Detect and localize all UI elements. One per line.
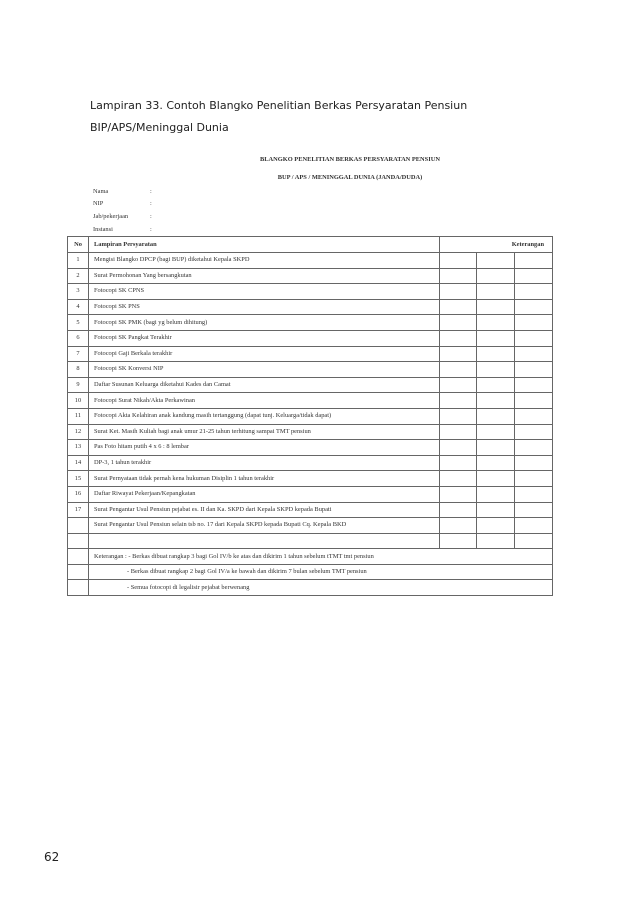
check-cell <box>515 299 553 315</box>
row-number: 17 <box>68 502 89 518</box>
table-row <box>68 362 553 378</box>
requirements-table <box>67 236 553 596</box>
check-cell <box>477 486 515 502</box>
check-cell <box>515 362 553 378</box>
check-cell <box>515 471 553 487</box>
note-row <box>68 580 553 596</box>
row-number: 10 <box>68 393 89 409</box>
header-remark: Keterangan <box>440 237 553 253</box>
field-colon: : <box>150 226 152 233</box>
check-cell <box>477 299 515 315</box>
row-requirement: Surat Ket. Masih Kuliah bagi anak umur 21-25 tahun terhitung sampai TMT pensiun <box>89 424 440 440</box>
field-colon: : <box>150 213 152 220</box>
form-title-line1: BLANGKO PENELITIAN BERKAS PERSYARATAN PENSIUN <box>260 156 440 163</box>
check-cell <box>515 268 553 284</box>
appendix-heading-line1: Lampiran 33. Contoh Blangko Penelitian Berkas Persyaratan Pensiun <box>90 99 468 112</box>
table-row <box>68 455 553 471</box>
row-requirement: Daftar Riwayat Pekerjaan/Kepangkatan <box>89 486 440 502</box>
note-row <box>68 549 553 565</box>
check-cell <box>440 299 477 315</box>
note-text: - Semua fotocopi di legalisir pejabat berwenang <box>89 580 553 596</box>
field-jabatan <box>93 213 152 220</box>
table-row <box>68 440 553 456</box>
check-cell <box>477 346 515 362</box>
table-body <box>68 253 553 596</box>
check-cell <box>515 346 553 362</box>
check-cell <box>515 315 553 331</box>
check-cell <box>477 502 515 518</box>
row-number: 15 <box>68 471 89 487</box>
check-cell <box>515 455 553 471</box>
table-row <box>68 518 553 534</box>
row-number: 11 <box>68 408 89 424</box>
check-cell <box>440 377 477 393</box>
table-row <box>68 346 553 362</box>
row-requirement: Pas Foto hitam putih 4 x 6 : 8 lembar <box>89 440 440 456</box>
check-cell <box>477 268 515 284</box>
row-number: 16 <box>68 486 89 502</box>
check-cell <box>515 377 553 393</box>
table-row <box>68 486 553 502</box>
row-number: 9 <box>68 377 89 393</box>
check-cell <box>477 518 515 534</box>
field-label: Nama <box>93 188 109 195</box>
table-row <box>68 393 553 409</box>
row-requirement: Fotocopi SK CPNS <box>89 284 440 300</box>
field-instansi <box>93 226 152 233</box>
note-blank-cell <box>68 564 89 580</box>
check-cell <box>515 502 553 518</box>
row-number: 7 <box>68 346 89 362</box>
check-cell <box>440 455 477 471</box>
row-requirement: Mengisi Blangko DPCP (bagi BUP) diketahui Kepala SKPD <box>89 253 440 269</box>
check-cell <box>477 440 515 456</box>
row-requirement: DP-3, 1 tahun terakhir <box>89 455 440 471</box>
check-cell <box>440 408 477 424</box>
field-label: Jab/pekerjaan <box>93 213 129 220</box>
field-nip <box>93 200 152 207</box>
row-number: 14 <box>68 455 89 471</box>
check-cell <box>477 408 515 424</box>
appendix-heading-line2: BIP/APS/Meninggal Dunia <box>90 121 229 134</box>
check-cell <box>477 424 515 440</box>
check-cell <box>477 533 515 549</box>
check-cell <box>515 486 553 502</box>
table-header-row <box>68 237 553 253</box>
check-cell <box>477 284 515 300</box>
check-cell <box>440 393 477 409</box>
row-number: 1 <box>68 253 89 269</box>
row-number: 8 <box>68 362 89 378</box>
row-number: 13 <box>68 440 89 456</box>
check-cell <box>440 362 477 378</box>
table-row <box>68 315 553 331</box>
check-cell <box>440 502 477 518</box>
note-blank-cell <box>68 549 89 565</box>
row-number <box>68 518 89 534</box>
check-cell <box>515 284 553 300</box>
page-number: 62 <box>44 850 60 864</box>
check-cell <box>440 471 477 487</box>
row-requirement: Fotocopi Gaji Berkala terakhir <box>89 346 440 362</box>
check-cell <box>515 424 553 440</box>
check-cell <box>477 362 515 378</box>
check-cell <box>440 253 477 269</box>
note-text: Keterangan : - Berkas dibuat rangkap 3 bagi Gol IV/b ke atas dan dikirim 1 tahun sebelum tTMT tmt pensiun <box>89 549 553 565</box>
check-cell <box>440 346 477 362</box>
row-requirement: Fotocopi SK PNS <box>89 299 440 315</box>
row-number <box>68 533 89 549</box>
check-cell <box>477 471 515 487</box>
check-cell <box>515 408 553 424</box>
check-cell <box>477 455 515 471</box>
row-requirement: Surat Pengantar Usul Pensiun selain tsb no. 17 dari Kepala SKPD kepada Bupati Cq. Kepala BKD <box>89 518 440 534</box>
check-cell <box>515 518 553 534</box>
field-nama <box>93 188 152 195</box>
row-requirement: Surat Pernyataan tidak pernah kena hukuman Disiplin 1 tahun terakhir <box>89 471 440 487</box>
check-cell <box>515 253 553 269</box>
table-row <box>68 408 553 424</box>
table-row <box>68 284 553 300</box>
row-number: 4 <box>68 299 89 315</box>
check-cell <box>515 533 553 549</box>
field-colon: : <box>150 200 152 207</box>
row-number: 12 <box>68 424 89 440</box>
check-cell <box>440 533 477 549</box>
table-row <box>68 424 553 440</box>
check-cell <box>440 518 477 534</box>
check-cell <box>477 393 515 409</box>
table-row <box>68 377 553 393</box>
check-cell <box>515 393 553 409</box>
row-number: 2 <box>68 268 89 284</box>
table-row <box>68 268 553 284</box>
check-cell <box>440 424 477 440</box>
check-cell <box>515 440 553 456</box>
note-row <box>68 564 553 580</box>
check-cell <box>440 315 477 331</box>
row-requirement <box>89 533 440 549</box>
field-label: NIP <box>93 200 104 207</box>
note-blank-cell <box>68 580 89 596</box>
check-cell <box>477 377 515 393</box>
table-row <box>68 330 553 346</box>
check-cell <box>515 330 553 346</box>
check-cell <box>440 268 477 284</box>
header-no: No <box>68 237 89 253</box>
row-requirement: Fotocopi SK Konversi NIP <box>89 362 440 378</box>
row-requirement: Fotocopi Surat Nikah/Akta Perkawinan <box>89 393 440 409</box>
form-title-line2: BUP / APS / MENINGGAL DUNIA (JANDA/DUDA) <box>277 174 423 181</box>
check-cell <box>440 330 477 346</box>
row-number: 3 <box>68 284 89 300</box>
table-row <box>68 253 553 269</box>
check-cell <box>477 253 515 269</box>
header-requirement: Lampiran Persyaratan <box>89 237 440 253</box>
table-row <box>68 299 553 315</box>
row-requirement: Daftar Susunan Keluarga diketahui Kades dan Camat <box>89 377 440 393</box>
row-requirement: Fotocopi SK Pangkat Terakhir <box>89 330 440 346</box>
row-requirement: Surat Pengantar Usul Pensiun pejabat es. II dan Ka. SKPD dari Kepala SKPD kepada Bupati <box>89 502 440 518</box>
field-label: Instansi <box>93 226 113 233</box>
check-cell <box>477 315 515 331</box>
table-row <box>68 502 553 518</box>
table-row <box>68 471 553 487</box>
row-requirement: Fotocopi Akta Kelahiran anak kandung masih tertanggung (dapat tunj. Keluarga/tidak dapat) <box>89 408 440 424</box>
check-cell <box>440 284 477 300</box>
check-cell <box>440 440 477 456</box>
check-cell <box>477 330 515 346</box>
check-cell <box>440 486 477 502</box>
row-number: 6 <box>68 330 89 346</box>
row-requirement: Surat Permohonan Yang bersangkutan <box>89 268 440 284</box>
row-number: 5 <box>68 315 89 331</box>
row-requirement: Fotocopi SK PMK (bagi yg belum dihitung) <box>89 315 440 331</box>
note-text: - Berkas dibuat rangkap 2 bagi Gol IV/a ke bawah dan dikirim 7 bulan sebelum TMT pensiun <box>89 564 553 580</box>
table-row <box>68 533 553 549</box>
field-colon: : <box>150 188 152 195</box>
